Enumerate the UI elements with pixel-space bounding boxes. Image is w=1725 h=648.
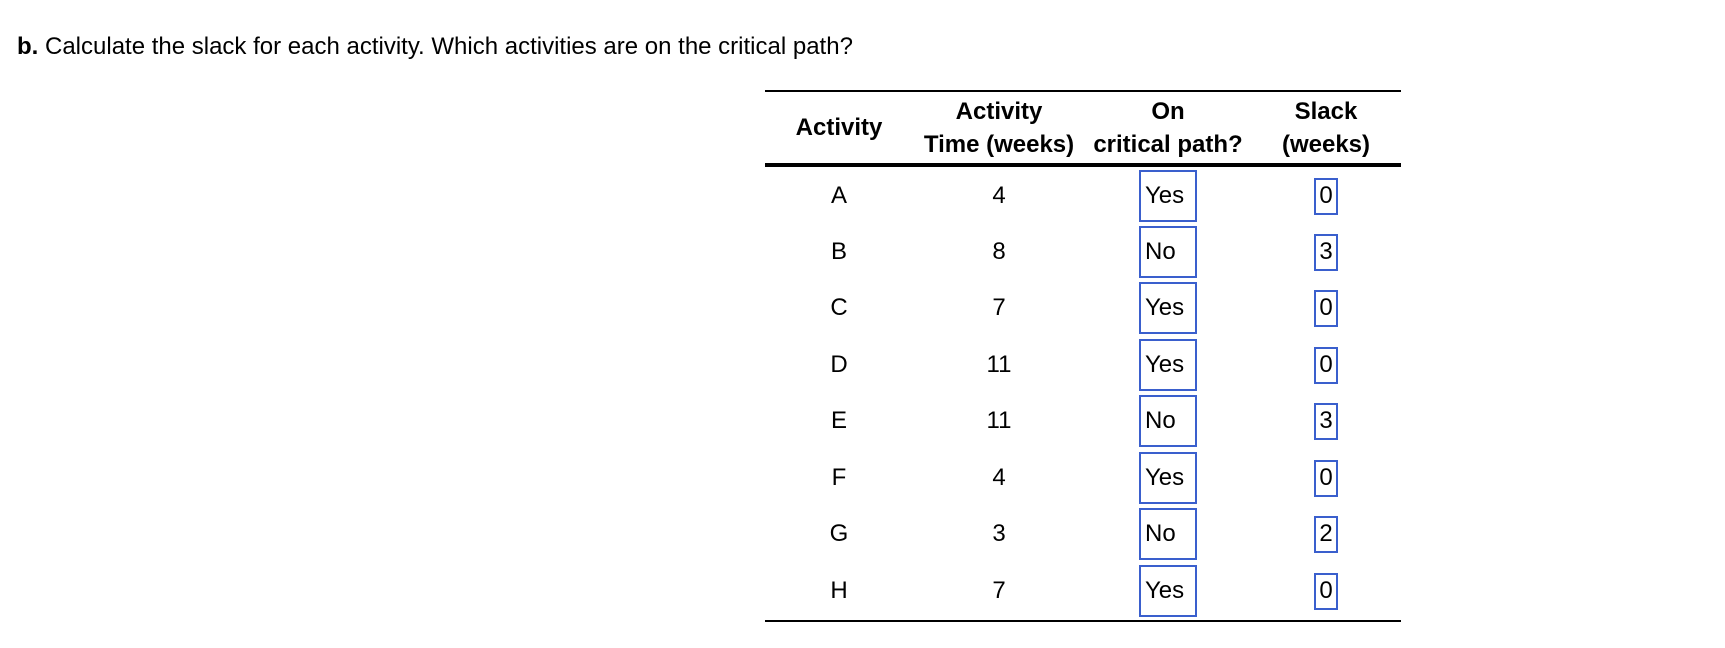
header-critical-line2: critical path? [1093, 130, 1243, 158]
slack-cell [1251, 168, 1401, 224]
table-header [765, 92, 1401, 167]
table-row [765, 450, 1401, 506]
activity-cell: C [830, 294, 848, 321]
critical-path-answer-box[interactable]: No [1139, 226, 1197, 278]
slack-answer-box[interactable]: 0 [1314, 290, 1338, 327]
slack-cell [1251, 450, 1401, 506]
critical-cell [1085, 337, 1251, 393]
question-prompt [17, 33, 853, 61]
slack-cell [1251, 337, 1401, 393]
slack-answer-box[interactable]: 2 [1314, 516, 1338, 553]
slack-answer-box[interactable]: 0 [1314, 573, 1338, 610]
critical-path-answer-box[interactable]: Yes [1139, 565, 1197, 617]
critical-cell [1085, 506, 1251, 562]
table-row [765, 337, 1401, 393]
critical-cell [1085, 168, 1251, 224]
activity-cell: D [830, 351, 848, 378]
header-slack [1251, 92, 1401, 163]
header-activity-time [913, 92, 1085, 163]
time-cell: 11 [986, 351, 1012, 378]
critical-path-answer-box[interactable]: No [1139, 508, 1197, 560]
time-cell: 7 [992, 577, 1006, 604]
slack-table [765, 90, 1401, 622]
slack-answer-box[interactable]: 0 [1314, 460, 1338, 497]
critical-cell [1085, 393, 1251, 449]
table-row [765, 563, 1401, 619]
activity-cell: H [830, 577, 848, 604]
slack-answer-box[interactable]: 0 [1314, 347, 1338, 384]
table-row [765, 280, 1401, 336]
activity-cell: G [829, 520, 849, 547]
time-cell: 4 [992, 464, 1006, 491]
activity-cell: E [830, 407, 847, 434]
time-cell: 4 [992, 182, 1006, 209]
critical-cell [1085, 563, 1251, 619]
header-time-line2: Time (weeks) [923, 130, 1075, 158]
question-text: Calculate the slack for each activity. Which activities are on the critical path? [45, 33, 853, 60]
time-cell: 7 [992, 294, 1006, 321]
critical-path-answer-box[interactable]: Yes [1139, 282, 1197, 334]
critical-path-answer-box[interactable]: No [1139, 395, 1197, 447]
critical-path-answer-box[interactable]: Yes [1139, 339, 1197, 391]
header-activity-line1: Activity [795, 114, 883, 141]
slack-answer-box[interactable]: 0 [1314, 178, 1338, 215]
activity-cell: F [831, 464, 847, 491]
slack-answer-box[interactable]: 3 [1314, 234, 1338, 271]
table-row [765, 168, 1401, 224]
slack-cell [1251, 280, 1401, 336]
slack-cell [1251, 506, 1401, 562]
header-activity [765, 92, 913, 163]
table-row [765, 224, 1401, 280]
activity-cell: B [830, 238, 847, 265]
slack-cell [1251, 563, 1401, 619]
table-body [765, 167, 1401, 622]
critical-cell [1085, 450, 1251, 506]
time-cell: 8 [992, 238, 1006, 265]
header-slack-line1: Slack [1294, 97, 1358, 125]
critical-cell [1085, 224, 1251, 280]
time-cell: 3 [992, 520, 1006, 547]
slack-answer-box[interactable]: 3 [1314, 403, 1338, 440]
question-label: b. [17, 33, 39, 60]
critical-cell [1085, 280, 1251, 336]
critical-path-answer-box[interactable]: Yes [1139, 452, 1197, 504]
table-row [765, 506, 1401, 562]
header-critical-line1: On [1151, 97, 1185, 125]
time-cell: 11 [986, 407, 1012, 434]
activity-cell: A [830, 182, 847, 209]
slack-cell [1251, 393, 1401, 449]
critical-path-answer-box[interactable]: Yes [1139, 170, 1197, 222]
table-row [765, 393, 1401, 449]
slack-cell [1251, 224, 1401, 280]
header-on-critical-path [1085, 92, 1251, 163]
header-time-line1: Activity [955, 97, 1043, 125]
header-slack-line2: (weeks) [1281, 130, 1371, 158]
